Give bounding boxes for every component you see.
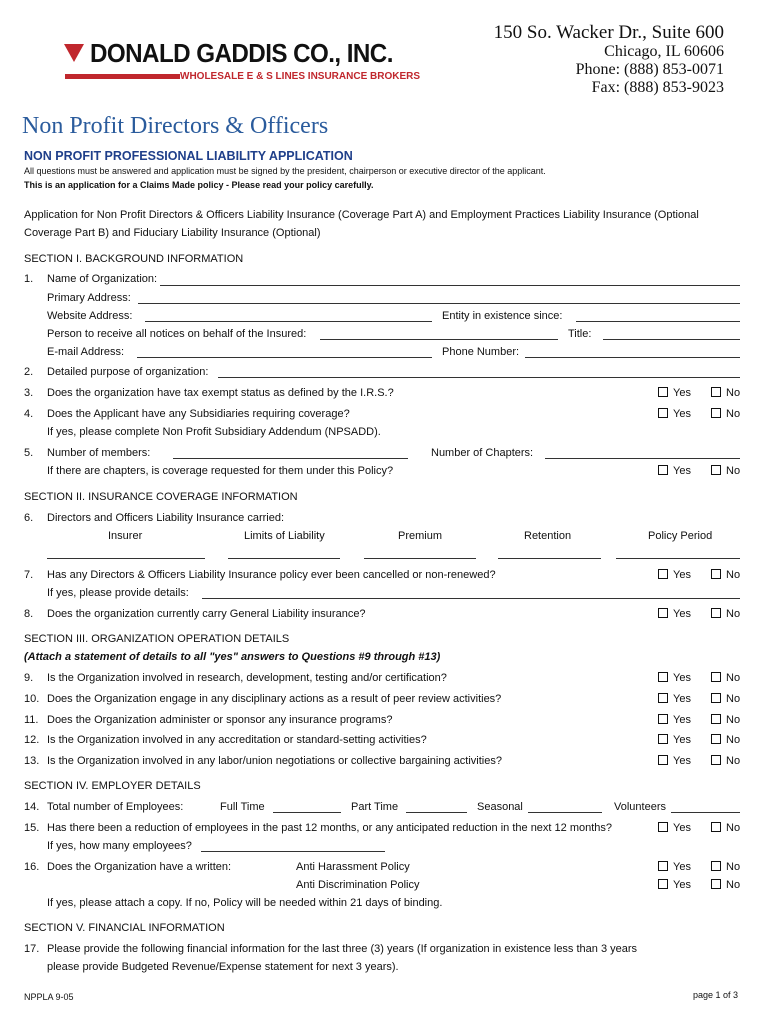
q5-yes-checkbox[interactable]: Yes — [658, 465, 691, 477]
q11-yes-checkbox[interactable]: Yes — [658, 714, 691, 726]
q12-label: Is the Organization involved in any accreditation or standard-setting activities? — [47, 734, 427, 746]
q16-number: 16. — [24, 861, 40, 873]
q10-yes-checkbox[interactable]: Yes — [658, 693, 691, 705]
q2-label: Detailed purpose of organization: — [47, 366, 209, 378]
anti-discrimination-label: Anti Discrimination Policy — [296, 879, 420, 891]
title-label: Title: — [568, 328, 592, 340]
phone-label: Phone Number: — [442, 346, 520, 358]
page-title: Non Profit Directors & Officers — [22, 113, 329, 139]
members-label: Number of members: — [47, 447, 151, 459]
q8-number: 8. — [24, 608, 34, 620]
reduction-count-field[interactable] — [201, 851, 385, 852]
insurer-field[interactable] — [47, 558, 205, 559]
full-time-label: Full Time — [220, 801, 265, 813]
section-3-note: (Attach a statement of details to all "yes" answers to Questions #9 through #13) — [24, 651, 441, 663]
q11-no-checkbox[interactable]: No — [711, 714, 740, 726]
q5-followup: If there are chapters, is coverage requested for them under this Policy? — [47, 465, 394, 477]
q14-number: 14. — [24, 801, 40, 813]
col-policy-period: Policy Period — [648, 530, 713, 542]
q15-label: Has there been a reduction of employees in the past 12 months, or any anticipated reduction in the next 12 months? — [47, 822, 613, 834]
q17-label: Please provide the following financial information for the last three (3) years (If organization in existence less than 3 years — [47, 943, 638, 955]
policy-period-field[interactable] — [616, 558, 740, 559]
volunteers-label: Volunteers — [614, 801, 666, 813]
q5-no-checkbox[interactable]: No — [711, 465, 740, 477]
notice-person-label: Person to receive all notices on behalf of the Insured: — [47, 328, 307, 340]
q10-no-checkbox[interactable]: No — [711, 693, 740, 705]
q4-label: Does the Applicant have any Subsidiaries requiring coverage? — [47, 408, 350, 420]
limits-field[interactable] — [228, 558, 340, 559]
q8-label: Does the organization currently carry General Liability insurance? — [47, 608, 366, 620]
company-name: DONALD GADDIS CO., INC. — [90, 38, 393, 68]
q3-label: Does the organization have tax exempt status as defined by the I.R.S.? — [47, 387, 394, 399]
q7-followup: If yes, please provide details: — [47, 587, 189, 599]
section-4-heading: SECTION IV. EMPLOYER DETAILS — [24, 780, 201, 792]
harassment-yes-checkbox[interactable]: Yes — [658, 861, 691, 873]
entity-since-label: Entity in existence since: — [442, 310, 563, 322]
website-label: Website Address: — [47, 310, 133, 322]
website-field[interactable] — [145, 321, 432, 322]
claims-made-note: This is an application for a Claims Made policy - Please read your policy carefully. — [24, 180, 374, 190]
notice-person-field[interactable] — [320, 339, 558, 340]
q2-number: 2. — [24, 366, 34, 378]
q9-no-checkbox[interactable]: No — [711, 672, 740, 684]
application-subtitle: NON PROFIT PROFESSIONAL LIABILITY APPLICATION — [24, 149, 353, 163]
discrimination-yes-checkbox[interactable]: Yes — [658, 879, 691, 891]
q6-number: 6. — [24, 512, 34, 524]
q7-details-field[interactable] — [202, 598, 740, 599]
page-number: page 1 of 3 — [692, 990, 738, 1000]
q16-label: Does the Organization have a written: — [47, 861, 232, 873]
org-name-label: Name of Organization: — [47, 273, 158, 285]
chapters-field[interactable] — [545, 458, 740, 459]
instruction-note: All questions must be answered and application must be signed by the president, chairperson or executive director of the applicant. — [24, 166, 546, 176]
primary-address-field[interactable] — [138, 303, 740, 304]
section-2-heading: SECTION II. INSURANCE COVERAGE INFORMATION — [24, 491, 298, 503]
q7-label: Has any Directors & Officers Liability Insurance policy ever been cancelled or non-renewed? — [47, 569, 496, 581]
q12-number: 12. — [24, 734, 40, 746]
intro-line2: Coverage Part B) and Fiduciary Liability Insurance (Optional) — [24, 227, 321, 239]
q10-number: 10. — [24, 693, 40, 705]
q15-followup: If yes, how many employees? — [47, 840, 192, 852]
q15-number: 15. — [24, 822, 40, 834]
logo-triangle-icon — [64, 44, 86, 64]
q17-number: 17. — [24, 943, 40, 955]
q17-label-cont: please provide Budgeted Revenue/Expense statement for next 3 years). — [47, 961, 399, 973]
q14-label: Total number of Employees: — [47, 801, 184, 813]
col-premium: Premium — [398, 530, 443, 542]
q7-yes-checkbox[interactable]: Yes — [658, 569, 691, 581]
part-time-label: Part Time — [351, 801, 399, 813]
logo-bar — [65, 74, 180, 79]
retention-field[interactable] — [498, 558, 601, 559]
q7-number: 7. — [24, 569, 34, 581]
q12-yes-checkbox[interactable]: Yes — [658, 734, 691, 746]
address-line1: 150 So. Wacker Dr., Suite 600 — [493, 22, 724, 43]
seasonal-field[interactable] — [528, 812, 602, 813]
q4-number: 4. — [24, 408, 34, 420]
q15-no-checkbox[interactable]: No — [711, 822, 740, 834]
email-label: E-mail Address: — [47, 346, 125, 358]
q8-yes-checkbox[interactable]: Yes — [658, 608, 691, 620]
q11-label: Does the Organization administer or sponsor any insurance programs? — [47, 714, 393, 726]
q16-followup: If yes, please attach a copy. If no, Policy will be needed within 21 days of binding. — [47, 897, 443, 909]
phone-field[interactable] — [525, 357, 740, 358]
org-name-field[interactable] — [160, 285, 740, 286]
q9-label: Is the Organization involved in research, development, testing and/or certification? — [47, 672, 447, 684]
phone-number: Phone: (888) 853-0071 — [575, 61, 724, 78]
discrimination-no-checkbox[interactable]: No — [711, 879, 740, 891]
q13-no-checkbox[interactable]: No — [711, 755, 740, 767]
q13-yes-checkbox[interactable]: Yes — [658, 755, 691, 767]
q3-no-checkbox[interactable]: No — [711, 387, 740, 399]
q7-no-checkbox[interactable]: No — [711, 569, 740, 581]
section-3-heading: SECTION III. ORGANIZATION OPERATION DETAILS — [24, 633, 290, 645]
title-field[interactable] — [603, 339, 740, 340]
form-id: NPPLA 9-05 — [24, 992, 74, 1002]
company-tagline: WHOLESALE E & S LINES INSURANCE BROKERS — [180, 71, 421, 82]
q13-label: Is the Organization involved in any labor/union negotiations or collective bargaining activities? — [47, 755, 502, 767]
q6-label: Directors and Officers Liability Insurance carried: — [47, 512, 285, 524]
full-time-field[interactable] — [273, 812, 341, 813]
q9-yes-checkbox[interactable]: Yes — [658, 672, 691, 684]
purpose-field[interactable] — [218, 377, 740, 378]
col-insurer: Insurer — [108, 530, 143, 542]
col-limits: Limits of Liability — [244, 530, 325, 542]
q12-no-checkbox[interactable]: No — [711, 734, 740, 746]
part-time-field[interactable] — [406, 812, 467, 813]
q3-yes-checkbox[interactable]: Yes — [658, 387, 691, 399]
section-5-heading: SECTION V. FINANCIAL INFORMATION — [24, 922, 225, 934]
premium-field[interactable] — [364, 558, 476, 559]
intro-line1: Application for Non Profit Directors & Officers Liability Insurance (Coverage Part A) and Employment Practices Liability Insurance (Optional — [24, 209, 699, 221]
q4-followup: If yes, please complete Non Profit Subsidiary Addendum (NPSADD). — [47, 426, 381, 438]
harassment-no-checkbox[interactable]: No — [711, 861, 740, 873]
q1-number: 1. — [24, 273, 34, 285]
q15-yes-checkbox[interactable]: Yes — [658, 822, 691, 834]
fax-number: Fax: (888) 853-9023 — [591, 79, 724, 96]
q5-number: 5. — [24, 447, 34, 459]
chapters-label: Number of Chapters: — [431, 447, 534, 459]
q9-number: 9. — [24, 672, 34, 684]
primary-address-label: Primary Address: — [47, 292, 131, 304]
q4-no-checkbox[interactable]: No — [711, 408, 740, 420]
col-retention: Retention — [524, 530, 572, 542]
section-1-heading: SECTION I. BACKGROUND INFORMATION — [24, 253, 244, 265]
seasonal-label: Seasonal — [477, 801, 523, 813]
q4-yes-checkbox[interactable]: Yes — [658, 408, 691, 420]
q8-no-checkbox[interactable]: No — [711, 608, 740, 620]
email-field[interactable] — [137, 357, 432, 358]
q11-number: 11. — [24, 714, 39, 726]
members-field[interactable] — [173, 458, 408, 459]
address-line2: Chicago, IL 60606 — [604, 43, 724, 60]
volunteers-field[interactable] — [671, 812, 740, 813]
anti-harassment-label: Anti Harassment Policy — [296, 861, 410, 873]
q13-number: 13. — [24, 755, 40, 767]
q3-number: 3. — [24, 387, 34, 399]
q10-label: Does the Organization engage in any disciplinary actions as a result of peer review activities? — [47, 693, 502, 705]
entity-since-field[interactable] — [576, 321, 740, 322]
